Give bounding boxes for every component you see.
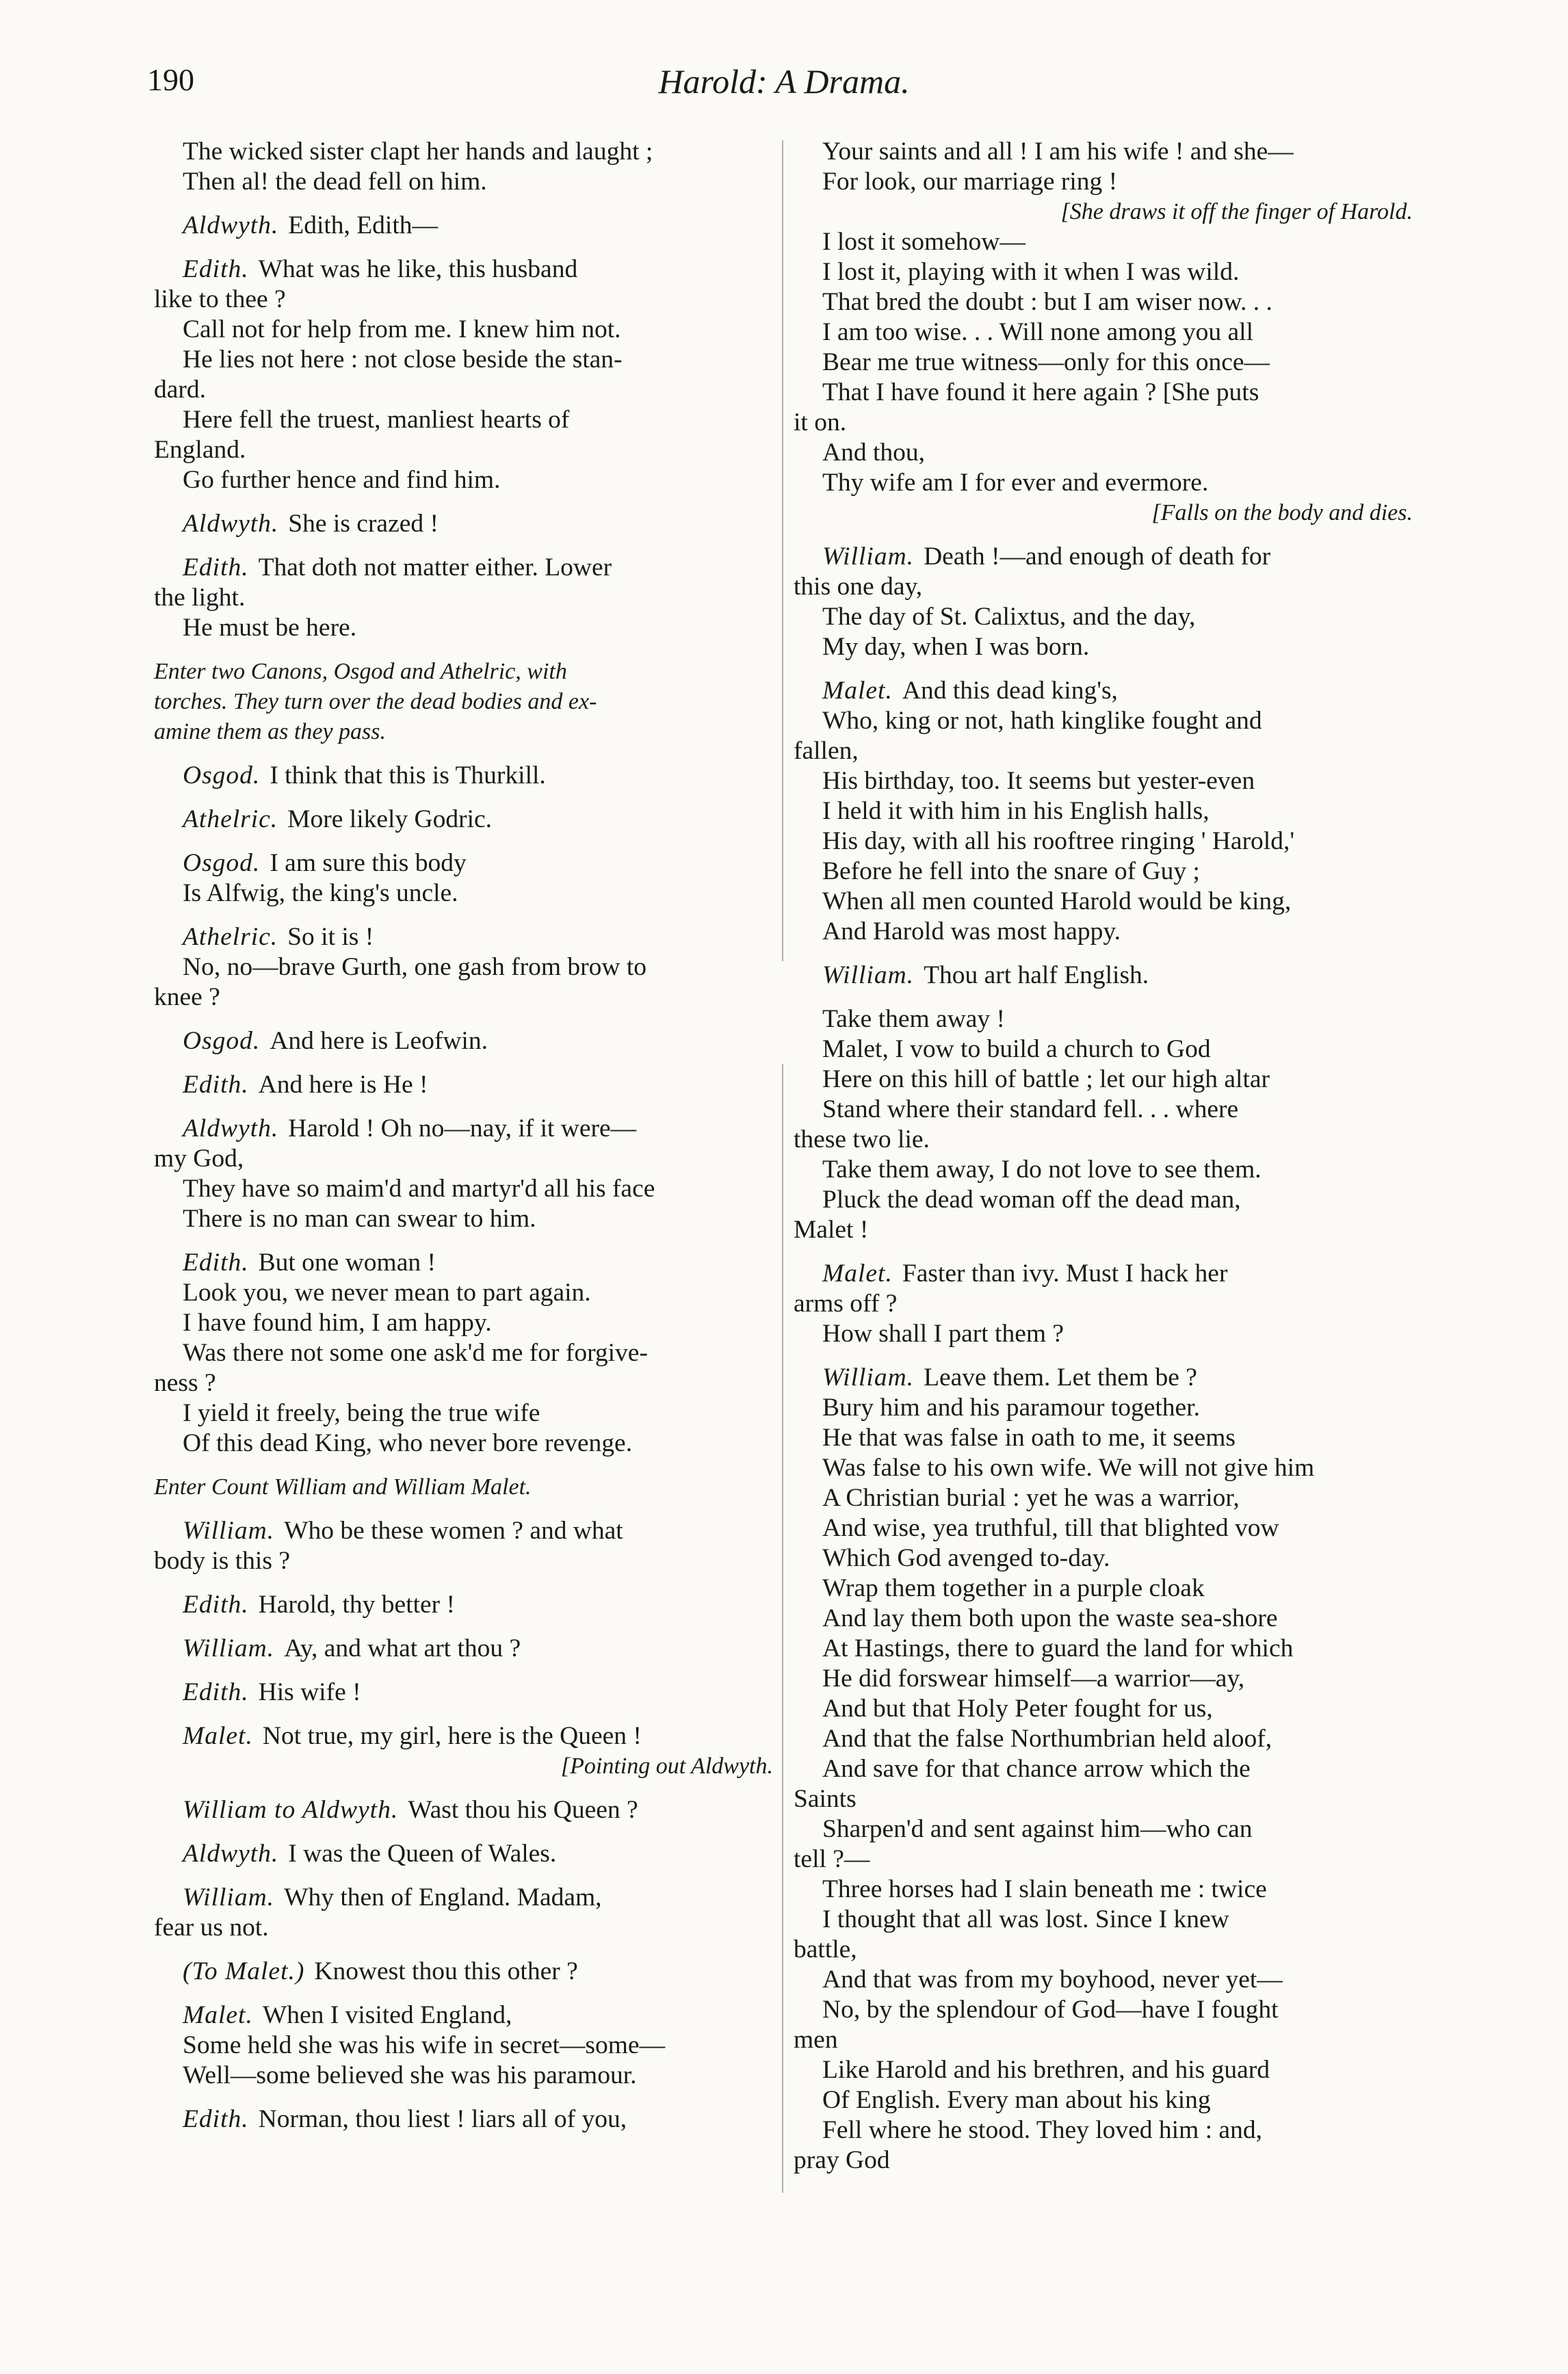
- verse-line: the light.: [154, 584, 246, 612]
- speech-block: [154, 922, 773, 1013]
- verse-line: fallen,: [794, 737, 859, 765]
- verse-line: Edith. But one woman !: [183, 1249, 436, 1277]
- verse-line: And save for that chance arrow which the: [822, 1755, 1251, 1783]
- verse-line: Athelric. So it is !: [183, 923, 374, 951]
- speaker-name: Aldwyth.: [183, 211, 279, 239]
- page-header: [0, 62, 1568, 116]
- speech-block: [154, 1114, 773, 1234]
- right-column: [794, 137, 1413, 2189]
- verse-line: this one day,: [794, 573, 923, 601]
- verse-line: Thy wife am I for ever and evermore.: [822, 469, 1209, 497]
- speaker-name: Edith.: [183, 2105, 249, 2133]
- verse-line: At Hastings, there to guard the land for which: [822, 1634, 1294, 1662]
- verse-line: Which God avenged to-day.: [822, 1544, 1110, 1572]
- speech-block: [154, 1248, 773, 1459]
- speaker-name: Osgod.: [183, 849, 261, 877]
- speaker-name: Aldwyth.: [183, 1114, 279, 1143]
- verse-line: And but that Holy Peter fought for us,: [822, 1695, 1213, 1723]
- verse-line: fear us not.: [154, 1914, 269, 1942]
- verse-line: Aldwyth. Edith, Edith—: [183, 211, 439, 239]
- verse-line: I am too wise. . . Will none among you all: [822, 318, 1253, 346]
- speaker-name: Malet.: [822, 677, 893, 705]
- verse-line: Of this dead King, who never bore revenge.: [183, 1429, 633, 1457]
- verse-line: I lost it, playing with it when I was wild.: [822, 258, 1240, 286]
- speech-block: [154, 1957, 773, 1987]
- speech-block: [794, 1004, 1413, 1245]
- speaker-name: William.: [822, 1364, 915, 1392]
- verse-line: Athelric. More likely Godric.: [183, 805, 493, 833]
- verse-line: And thou,: [822, 439, 925, 467]
- page-number: 190: [147, 62, 194, 97]
- verse-line: Malet. Not true, my girl, here is the Queen !: [183, 1722, 642, 1750]
- stage-direction: [Falls on the body and dies.: [1151, 500, 1413, 525]
- speech-block: [154, 1883, 773, 1943]
- stage-direction: amine them as they pass.: [154, 719, 387, 744]
- speech-block: [154, 2000, 773, 2091]
- speaker-name: Edith.: [183, 1678, 249, 1706]
- verse-line: I lost it somehow—: [822, 228, 1025, 256]
- verse-line: Well—some believed she was his paramour.: [183, 2061, 637, 2089]
- speech-block: [794, 137, 1413, 528]
- left-column: [154, 137, 773, 2148]
- stage-direction: Enter Count William and William Malet.: [154, 1474, 532, 1500]
- verse-line: Sharpen'd and sent against him—who can: [822, 1815, 1253, 1843]
- verse-line: Malet. Faster than ivy. Must I hack her: [822, 1260, 1228, 1288]
- speech-block: [794, 542, 1413, 662]
- verse-line: There is no man can swear to him.: [183, 1205, 536, 1233]
- verse-line: Before he fell into the snare of Guy ;: [822, 857, 1200, 885]
- column-divider: [782, 140, 783, 2193]
- verse-line: Your saints and all ! I am his wife ! and she—: [822, 138, 1294, 166]
- verse-line: William. Leave them. Let them be ?: [822, 1364, 1197, 1392]
- speech-block: [154, 848, 773, 909]
- speech-block: [154, 211, 773, 241]
- speaker-name: Edith.: [183, 1071, 249, 1099]
- speech-block: [154, 1026, 773, 1056]
- speaker-name: Edith.: [183, 553, 249, 582]
- verse-line: William. Who be these women ? and what: [183, 1517, 623, 1545]
- verse-line: He that was false in oath to me, it seems: [822, 1424, 1236, 1452]
- verse-line: Malet !: [794, 1216, 869, 1244]
- verse-line: these two lie.: [794, 1125, 930, 1153]
- speech-block: [154, 805, 773, 835]
- verse-line: Aldwyth. Harold ! Oh no—nay, if it were—: [183, 1114, 637, 1143]
- verse-line: (To Malet.) Knowest thou this other ?: [183, 1957, 578, 1985]
- speaker-name: Edith.: [183, 255, 249, 283]
- speaker-name: Osgod.: [183, 761, 261, 790]
- verse-line: William to Aldwyth. Wast thou his Queen ?: [183, 1796, 638, 1824]
- speaker-name: Osgod.: [183, 1027, 261, 1055]
- verse-line: The wicked sister clapt her hands and laught ;: [183, 138, 653, 166]
- speaker-name: William.: [822, 543, 915, 571]
- verse-line: And that the false Northumbrian held aloof,: [822, 1725, 1272, 1753]
- verse-line: Malet. And this dead king's,: [822, 677, 1118, 705]
- verse-line: He lies not here : not close beside the stan-: [183, 345, 623, 374]
- verse-line: Here on this hill of battle ; let our high altar: [822, 1065, 1270, 1093]
- stage-direction: [She draws it off the finger of Harold.: [1060, 199, 1413, 224]
- verse-line: Edith. His wife !: [183, 1678, 361, 1706]
- speaker-name: William.: [183, 1517, 275, 1545]
- verse-line: Bear me true witness—only for this once—: [822, 348, 1270, 376]
- verse-line: How shall I part them ?: [822, 1320, 1064, 1348]
- verse-line: Here fell the truest, manliest hearts of: [183, 406, 570, 434]
- verse-line: William. Death !—and enough of death for: [822, 543, 1271, 571]
- speech-block: [154, 761, 773, 791]
- speaker-name: (To Malet.): [183, 1957, 305, 1985]
- verse-line: Take them away !: [822, 1005, 1006, 1033]
- speech-block: [794, 676, 1413, 947]
- verse-line: Some held she was his wife in secret—some—: [183, 2031, 666, 2059]
- verse-line: Edith. That doth not matter either. Lower: [183, 553, 612, 582]
- verse-line: it on.: [794, 408, 847, 436]
- verse-line: His birthday, too. It seems but yester-even: [822, 767, 1255, 795]
- verse-line: And wise, yea truthful, till that blighted vow: [822, 1514, 1279, 1542]
- verse-line: He did forswear himself—a warrior—ay,: [822, 1665, 1245, 1693]
- verse-line: For look, our marriage ring !: [822, 168, 1118, 196]
- verse-line: His day, with all his rooftree ringing ' Harold,': [822, 827, 1295, 855]
- speech-block: [794, 1259, 1413, 1349]
- verse-line: No, no—brave Gurth, one gash from brow to: [183, 953, 646, 981]
- verse-line: tell ?—: [794, 1845, 870, 1873]
- verse-line: Then al! the dead fell on him.: [183, 168, 487, 196]
- verse-line: dard.: [154, 376, 207, 404]
- speaker-name: Athelric.: [183, 805, 278, 833]
- verse-line: Aldwyth. She is crazed !: [183, 510, 439, 538]
- speech-block: [154, 553, 773, 643]
- speech-block: [154, 1678, 773, 1708]
- speech-block: [794, 961, 1413, 991]
- verse-line: Was false to his own wife. We will not give him: [822, 1454, 1315, 1482]
- speech-block: [154, 657, 773, 747]
- verse-line: like to thee ?: [154, 285, 286, 313]
- speaker-name: Malet.: [183, 1722, 253, 1750]
- verse-line: Wrap them together in a purple cloak: [822, 1574, 1205, 1602]
- stage-direction: [Pointing out Aldwyth.: [560, 1753, 773, 1779]
- speaker-name: Edith.: [183, 1249, 249, 1277]
- speaker-name: Aldwyth.: [183, 510, 279, 538]
- speaker-name: Malet.: [183, 2001, 253, 2029]
- verse-line: He must be here.: [183, 614, 357, 642]
- verse-line: Malet, I vow to build a church to God: [822, 1035, 1211, 1063]
- speech-block: [154, 1634, 773, 1664]
- verse-line: knee ?: [154, 983, 220, 1011]
- verse-line: Pluck the dead woman off the dead man,: [822, 1186, 1241, 1214]
- verse-line: Malet. When I visited England,: [183, 2001, 512, 2029]
- verse-line: William. Thou art half English.: [822, 961, 1149, 989]
- verse-line: Bury him and his paramour together.: [822, 1394, 1200, 1422]
- verse-line: Aldwyth. I was the Queen of Wales.: [183, 1840, 557, 1868]
- verse-line: They have so maim'd and martyr'd all his face: [183, 1175, 655, 1203]
- verse-line: William. Ay, and what art thou ?: [183, 1634, 521, 1662]
- verse-line: Was there not some one ask'd me for forgive-: [183, 1339, 648, 1367]
- verse-line: Call not for help from me. I knew him not.: [183, 315, 621, 343]
- verse-line: The day of St. Calixtus, and the day,: [822, 603, 1196, 631]
- verse-line: Osgod. I think that this is Thurkill.: [183, 761, 546, 790]
- verse-line: Who, king or not, hath kinglike fought and: [822, 707, 1262, 735]
- verse-line: battle,: [794, 1935, 857, 1964]
- stage-direction: torches. They turn over the dead bodies and ex-: [154, 689, 597, 714]
- verse-line: That bred the doubt : but I am wiser now. . .: [822, 288, 1272, 316]
- verse-line: Edith. What was he like, this husband: [183, 255, 578, 283]
- verse-line: Look you, we never mean to part again.: [183, 1279, 591, 1307]
- verse-line: A Christian burial : yet he was a warrior,: [822, 1484, 1240, 1512]
- verse-line: Edith. Harold, thy better !: [183, 1591, 456, 1619]
- speaker-name: William.: [822, 961, 915, 989]
- speech-block: [154, 1721, 773, 1782]
- verse-line: ness ?: [154, 1369, 216, 1397]
- speaker-name: Athelric.: [183, 923, 278, 951]
- speaker-name: William.: [183, 1883, 275, 1912]
- verse-line: And that was from my boyhood, never yet—: [822, 1966, 1283, 1994]
- speaker-name: Aldwyth.: [183, 1840, 279, 1868]
- verse-line: Saints: [794, 1785, 857, 1813]
- speech-block: [154, 137, 773, 197]
- verse-line: No, by the splendour of God—have I fought: [822, 1996, 1279, 2024]
- verse-line: My day, when I was born.: [822, 633, 1090, 661]
- speech-block: [154, 255, 773, 495]
- verse-line: Three horses had I slain beneath me : twice: [822, 1875, 1267, 1903]
- verse-line: Osgod. I am sure this body: [183, 849, 467, 877]
- speaker-name: Malet.: [822, 1260, 893, 1288]
- speech-block: [154, 1516, 773, 1576]
- verse-line: Stand where their standard fell. . . where: [822, 1095, 1239, 1123]
- verse-line: my God,: [154, 1145, 244, 1173]
- verse-line: And lay them both upon the waste sea-shore: [822, 1604, 1278, 1632]
- verse-line: And Harold was most happy.: [822, 917, 1121, 945]
- verse-line: Go further hence and find him.: [183, 466, 501, 494]
- verse-line: Is Alfwig, the king's uncle.: [183, 879, 458, 907]
- verse-line: When all men counted Harold would be king,: [822, 887, 1292, 915]
- speech-block: [794, 1363, 1413, 2176]
- verse-line: Edith. Norman, thou liest ! liars all of you,: [183, 2105, 627, 2133]
- verse-line: I held it with him in his English halls,: [822, 797, 1210, 825]
- speech-block: [154, 1070, 773, 1100]
- verse-line: I have found him, I am happy.: [183, 1309, 492, 1337]
- verse-line: pray God: [794, 2146, 890, 2174]
- verse-line: Like Harold and his brethren, and his guard: [822, 2056, 1270, 2084]
- verse-line: Osgod. And here is Leofwin.: [183, 1027, 488, 1055]
- speech-block: [154, 509, 773, 539]
- verse-line: I yield it freely, being the true wife: [183, 1399, 540, 1427]
- verse-line: body is this ?: [154, 1547, 290, 1575]
- speaker-name: William.: [183, 1634, 275, 1662]
- speech-block: [154, 1472, 773, 1502]
- verse-line: arms off ?: [794, 1290, 898, 1318]
- speech-block: [154, 1839, 773, 1869]
- verse-line: William. Why then of England. Madam,: [183, 1883, 602, 1912]
- stage-direction: Enter two Canons, Osgod and Athelric, with: [154, 659, 567, 684]
- speech-block: [154, 1590, 773, 1620]
- verse-line: That I have found it here again ? [She puts: [822, 378, 1259, 406]
- verse-line: I thought that all was lost. Since I knew: [822, 1905, 1229, 1933]
- speech-block: [154, 1795, 773, 1825]
- verse-line: Edith. And here is He !: [183, 1071, 428, 1099]
- speaker-name: Edith.: [183, 1591, 249, 1619]
- verse-line: Of English. Every man about his king: [822, 2086, 1211, 2114]
- speech-block: [154, 2104, 773, 2135]
- running-title: Harold: A Drama.: [658, 62, 910, 101]
- speaker-name: William to Aldwyth.: [183, 1796, 399, 1824]
- verse-line: Fell where he stood. They loved him : and,: [822, 2116, 1262, 2144]
- verse-line: Take them away, I do not love to see them.: [822, 1156, 1262, 1184]
- verse-line: England.: [154, 436, 246, 464]
- verse-line: men: [794, 2026, 838, 2054]
